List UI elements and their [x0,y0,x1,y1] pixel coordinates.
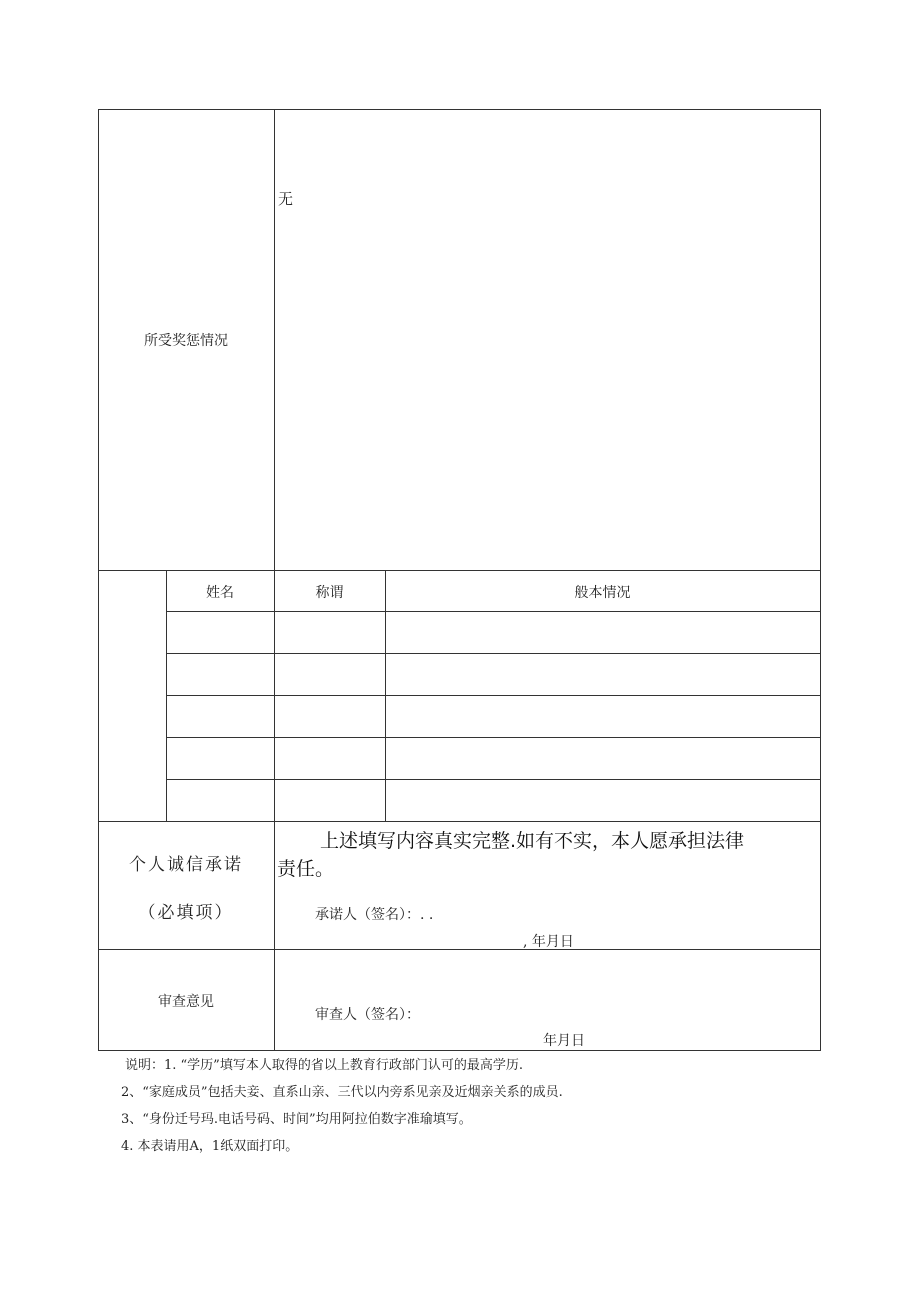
family-row-line [166,737,821,738]
pledge-date[interactable]: , 年月日 [523,934,574,950]
family-col-divider-2 [274,570,275,822]
family-header-info: 般本情况 [574,585,631,601]
table-border-top [98,109,821,110]
pledge-signer[interactable]: 承诺人（签名）：. . [315,907,434,923]
awards-col-divider [274,109,275,571]
family-row-line [166,611,821,612]
family-col-divider-1 [166,570,167,822]
review-date[interactable]: 年月日 [543,1033,585,1049]
divider-family-integrity [98,821,821,822]
family-header-name: 姓名 [206,585,234,601]
reviewer-signature[interactable]: 审查人（签名）： [315,1007,420,1023]
table-border-right [820,109,821,1051]
pledge-text-line2: 责任。 [277,858,335,880]
family-row-line [166,695,821,696]
family-row-line [166,653,821,654]
family-col-divider-3 [385,570,386,822]
integrity-label-line1: 个人诚信承诺 [129,855,243,875]
note-1: 说明：1. “学历”填写本人取得的省以上教育行政部门认可的最高学历. [125,1058,523,1073]
divider-awards-family [98,570,821,571]
note-3: 3、“身份迁号玛.电话号码、时间”均用阿拉伯数字准瑜填写。 [121,1112,472,1127]
family-row-line [166,779,821,780]
table-border-bottom [98,1050,821,1051]
lower-col-divider [274,821,275,1051]
review-label: 审查意见 [158,994,214,1010]
awards-label: 所受奖惩情况 [144,333,228,349]
pledge-text-line1: 上述填写内容真实完整.如有不实，本人愿承担法律 [320,830,745,852]
note-4: 4. 本表请用A，1纸双面打印。 [121,1139,299,1154]
family-header-relation: 称谓 [315,585,344,601]
note-2: 2、“家庭成员”包括夫妾、直系山亲、三代以内旁系见亲及近烟亲关系的成员. [121,1085,563,1100]
awards-content[interactable]: 无 [278,190,294,208]
integrity-label-line2: （必填项） [138,903,234,923]
divider-integrity-review [98,949,821,950]
